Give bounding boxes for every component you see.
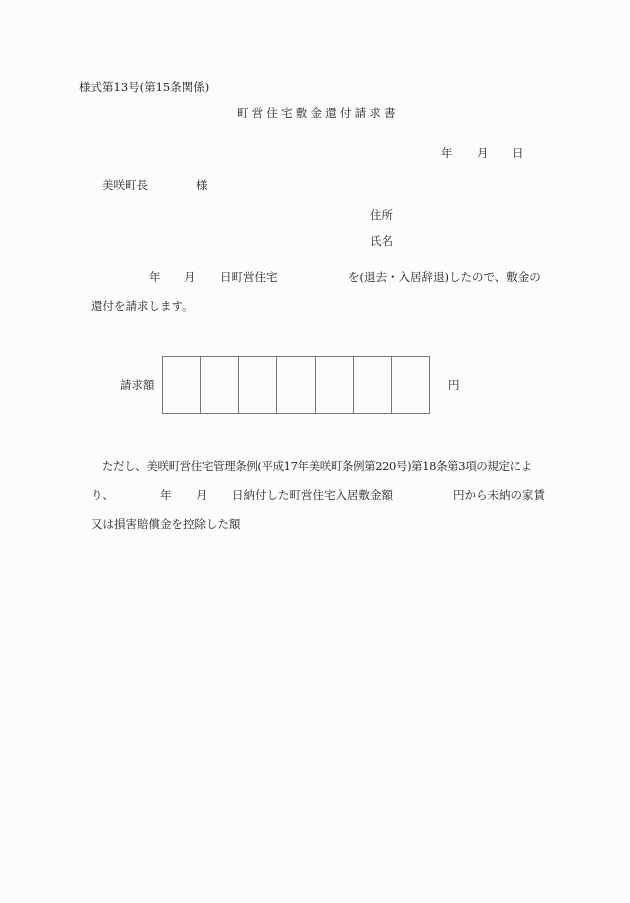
note-line1: ただし、美咲町営住宅管理条例(平成17年美咲町条例第220号)第18条第3項の規定によ bbox=[102, 459, 532, 473]
amount-digit-cell[interactable] bbox=[163, 357, 201, 413]
body-line2: 還付を請求します。 bbox=[91, 299, 194, 313]
claim-unit: 円 bbox=[448, 378, 460, 392]
document-title: 町営住宅敷金還付請求書 bbox=[237, 106, 399, 120]
claim-label: 請求額 bbox=[120, 378, 155, 392]
body-month-label: 月 bbox=[184, 270, 196, 284]
amount-digit-cell[interactable] bbox=[201, 357, 239, 413]
addressee-honorific: 様 bbox=[196, 178, 208, 192]
date-year-label: 年 bbox=[441, 146, 453, 160]
form-number: 様式第13号(第15条関係) bbox=[79, 80, 210, 94]
body-day-housing: 日町営住宅 bbox=[220, 270, 278, 284]
note-day-paid: 日納付した町営住宅入居敷金額 bbox=[232, 488, 393, 502]
note-yen-rest: 円から未納の家賃 bbox=[453, 488, 545, 502]
body-reason: を(退去・入居辞退)したので、敷金の bbox=[348, 270, 541, 284]
note-year-label: 年 bbox=[160, 488, 172, 502]
amount-digit-cell[interactable] bbox=[316, 357, 354, 413]
amount-digit-cell[interactable] bbox=[277, 357, 315, 413]
note-month-label: 月 bbox=[196, 488, 208, 502]
amount-digit-cell[interactable] bbox=[239, 357, 277, 413]
note-line2-start: り、 bbox=[91, 488, 114, 502]
date-month-label: 月 bbox=[477, 146, 489, 160]
amount-digit-grid bbox=[162, 356, 430, 414]
address-label: 住所 bbox=[370, 208, 393, 222]
amount-digit-cell[interactable] bbox=[392, 357, 429, 413]
note-line3: 又は損害賠償金を控除した額 bbox=[91, 517, 241, 531]
amount-digit-cell[interactable] bbox=[354, 357, 392, 413]
addressee-name: 美咲町長 bbox=[102, 178, 148, 192]
body-year-label: 年 bbox=[149, 270, 161, 284]
date-day-label: 日 bbox=[512, 146, 524, 160]
name-label: 氏名 bbox=[370, 234, 393, 248]
